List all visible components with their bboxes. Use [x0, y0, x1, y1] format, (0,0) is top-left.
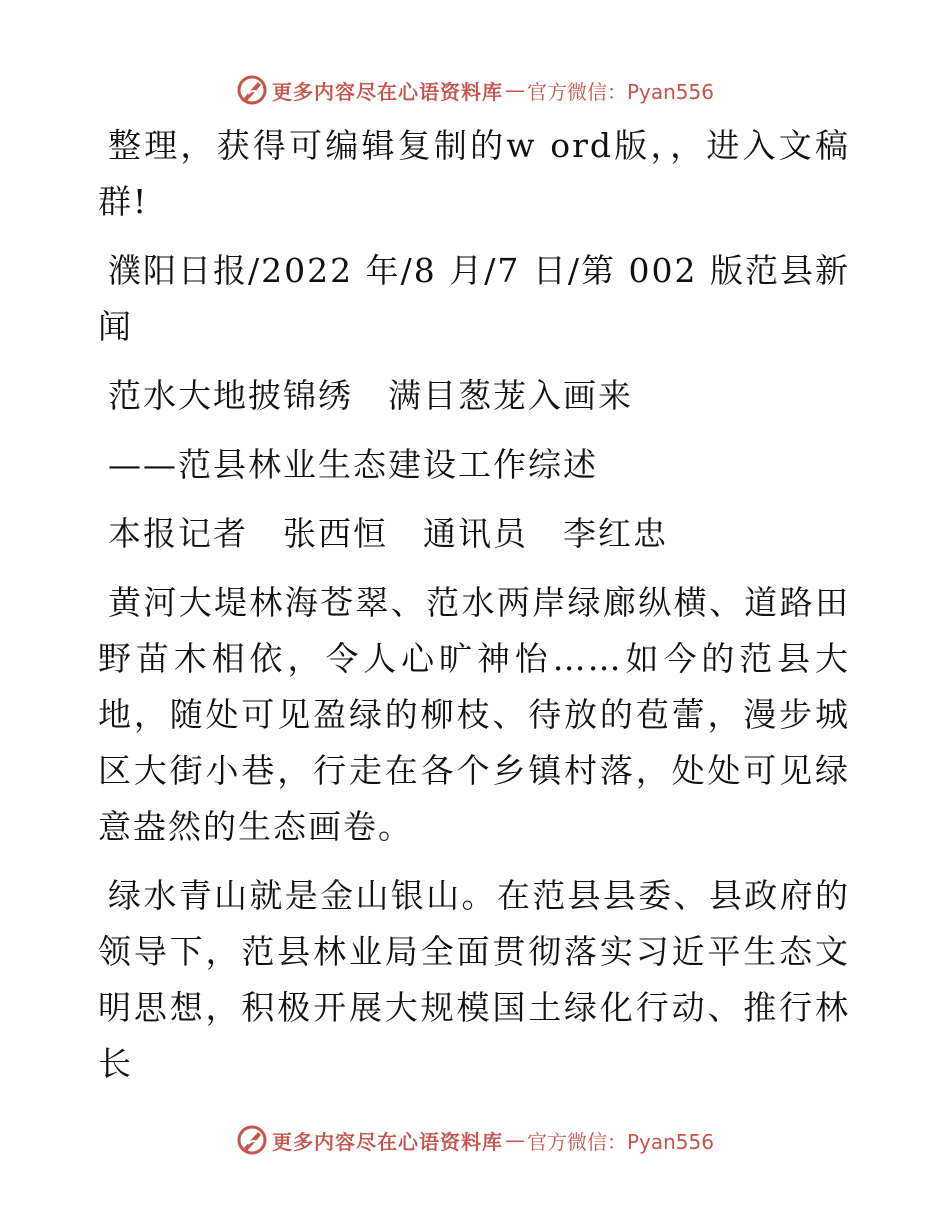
paragraph-source: 濮阳日报/2022 年/8 月/7 日/第 002 版范县新闻 — [98, 251, 850, 346]
byline: 本报记者 张西恒 通讯员 李红忠 — [108, 514, 668, 553]
article-title: 范水大地披锦绣 满目葱茏入画来 — [108, 376, 633, 415]
banner-separator: — — [504, 1128, 525, 1152]
quill-swirl-icon — [236, 74, 268, 106]
paragraph-intro: 整理，获得可编辑复制的w ord版，，进入文稿群! — [98, 126, 850, 221]
quill-swirl-icon — [236, 1124, 268, 1156]
banner-wechat: 官方微信：Pyan556 — [526, 79, 714, 104]
banner-separator: — — [504, 78, 525, 102]
banner-title: 更多内容尽在心语资料库 — [271, 79, 503, 104]
banner-title: 更多内容尽在心语资料库 — [271, 1129, 503, 1154]
header-banner — [0, 70, 950, 110]
paragraph-body-2: 绿水青山就是金山银山。在范县县委、县政府的领导下，范县林业局全面贯彻落实习近平生态文明思想，积极开展大规模国土绿化行动、推行林长 — [98, 876, 850, 1083]
footer-banner — [0, 1120, 950, 1160]
article-subtitle: ——范县林业生态建设工作综述 — [108, 445, 598, 484]
banner-wechat: 官方微信：Pyan556 — [526, 1129, 714, 1154]
document-body — [98, 118, 850, 1105]
paragraph-body-1: 黄河大堤林海苍翠、范水两岸绿廊纵横、道路田野苗木相依，令人心旷神怡……如今的范县大地，随处可见盈绿的柳枝、待放的苞蕾，漫步城区大街小巷，行走在各个乡镇村落，处处可见绿意盎然的生态画卷。 — [98, 583, 850, 846]
